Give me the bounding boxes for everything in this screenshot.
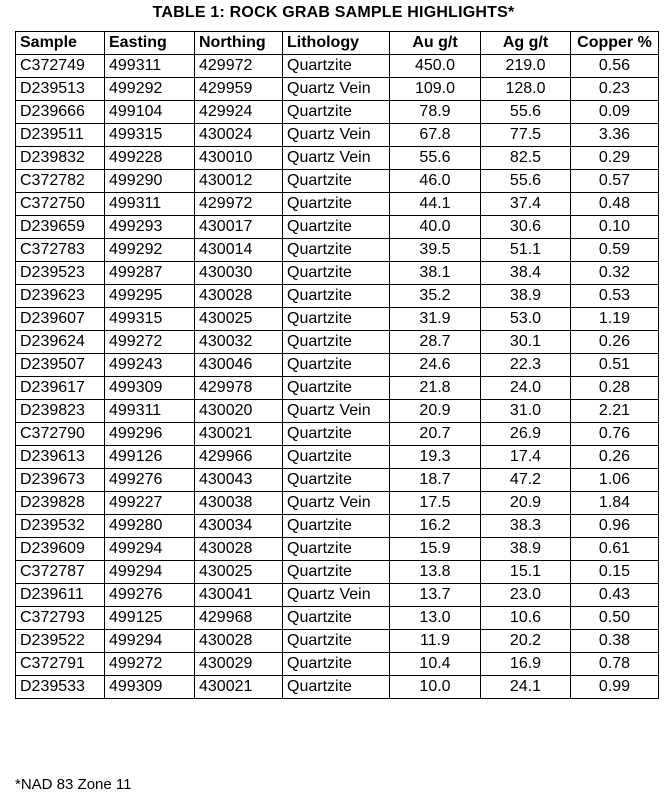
table-header-row	[16, 32, 659, 55]
cell-easting: 499104	[105, 101, 195, 124]
cell-easting: 499311	[105, 193, 195, 216]
cell-ag: 38.3	[481, 515, 571, 538]
rock-sample-table	[15, 31, 659, 699]
cell-ag: 128.0	[481, 78, 571, 101]
cell-au: 38.1	[390, 262, 481, 285]
cell-copper: 0.53	[571, 285, 659, 308]
cell-ag: 53.0	[481, 308, 571, 331]
cell-northing: 430025	[195, 308, 283, 331]
cell-northing: 430043	[195, 469, 283, 492]
cell-lithology: Quartzite	[283, 377, 390, 400]
cell-northing: 430021	[195, 423, 283, 446]
cell-copper: 0.09	[571, 101, 659, 124]
footnote: *NAD 83 Zone 11	[15, 776, 132, 793]
cell-lithology: Quartz Vein	[283, 124, 390, 147]
cell-au: 44.1	[390, 193, 481, 216]
cell-sample: C372750	[16, 193, 105, 216]
table-row	[16, 584, 659, 607]
cell-ag: 55.6	[481, 170, 571, 193]
cell-lithology: Quartzite	[283, 170, 390, 193]
cell-au: 11.9	[390, 630, 481, 653]
cell-au: 67.8	[390, 124, 481, 147]
cell-easting: 499272	[105, 653, 195, 676]
cell-ag: 31.0	[481, 400, 571, 423]
header-easting: Easting	[105, 32, 195, 55]
cell-easting: 499272	[105, 331, 195, 354]
cell-easting: 499276	[105, 469, 195, 492]
cell-sample: D239533	[16, 676, 105, 699]
table-row	[16, 607, 659, 630]
cell-lithology: Quartzite	[283, 676, 390, 699]
cell-northing: 430014	[195, 239, 283, 262]
cell-lithology: Quartz Vein	[283, 584, 390, 607]
cell-northing: 430024	[195, 124, 283, 147]
cell-copper: 0.50	[571, 607, 659, 630]
cell-lithology: Quartz Vein	[283, 492, 390, 515]
cell-northing: 430028	[195, 630, 283, 653]
cell-au: 35.2	[390, 285, 481, 308]
cell-northing: 429972	[195, 193, 283, 216]
table-row	[16, 377, 659, 400]
cell-lithology: Quartzite	[283, 193, 390, 216]
cell-lithology: Quartzite	[283, 653, 390, 676]
cell-sample: D239611	[16, 584, 105, 607]
cell-easting: 499294	[105, 630, 195, 653]
table-row	[16, 78, 659, 101]
cell-lithology: Quartzite	[283, 515, 390, 538]
cell-copper: 1.06	[571, 469, 659, 492]
table-row	[16, 147, 659, 170]
cell-sample: D239523	[16, 262, 105, 285]
cell-au: 40.0	[390, 216, 481, 239]
cell-au: 39.5	[390, 239, 481, 262]
cell-au: 10.0	[390, 676, 481, 699]
cell-ag: 26.9	[481, 423, 571, 446]
cell-copper: 0.43	[571, 584, 659, 607]
cell-ag: 219.0	[481, 55, 571, 78]
cell-lithology: Quartzite	[283, 101, 390, 124]
header-copper: Copper %	[571, 32, 659, 55]
cell-sample: C372782	[16, 170, 105, 193]
cell-lithology: Quartzite	[283, 216, 390, 239]
cell-easting: 499292	[105, 239, 195, 262]
cell-northing: 429978	[195, 377, 283, 400]
cell-au: 20.9	[390, 400, 481, 423]
cell-northing: 430032	[195, 331, 283, 354]
cell-ag: 20.2	[481, 630, 571, 653]
cell-copper: 2.21	[571, 400, 659, 423]
cell-sample: C372787	[16, 561, 105, 584]
cell-au: 10.4	[390, 653, 481, 676]
cell-sample: D239522	[16, 630, 105, 653]
cell-lithology: Quartzite	[283, 308, 390, 331]
cell-northing: 429972	[195, 55, 283, 78]
cell-easting: 499315	[105, 124, 195, 147]
table-row	[16, 538, 659, 561]
cell-au: 31.9	[390, 308, 481, 331]
cell-sample: D239507	[16, 354, 105, 377]
table-row	[16, 400, 659, 423]
table-row	[16, 239, 659, 262]
cell-northing: 430029	[195, 653, 283, 676]
cell-au: 17.5	[390, 492, 481, 515]
cell-ag: 30.6	[481, 216, 571, 239]
cell-copper: 0.26	[571, 446, 659, 469]
cell-copper: 0.32	[571, 262, 659, 285]
cell-sample: D239623	[16, 285, 105, 308]
table-row	[16, 101, 659, 124]
cell-sample: D239613	[16, 446, 105, 469]
table-row	[16, 446, 659, 469]
cell-northing: 430028	[195, 285, 283, 308]
cell-lithology: Quartzite	[283, 607, 390, 630]
cell-copper: 1.84	[571, 492, 659, 515]
cell-copper: 0.61	[571, 538, 659, 561]
cell-easting: 499280	[105, 515, 195, 538]
cell-au: 55.6	[390, 147, 481, 170]
table-row	[16, 55, 659, 78]
table-row	[16, 630, 659, 653]
cell-au: 450.0	[390, 55, 481, 78]
cell-easting: 499311	[105, 400, 195, 423]
cell-easting: 499294	[105, 538, 195, 561]
cell-easting: 499292	[105, 78, 195, 101]
table-row	[16, 262, 659, 285]
cell-ag: 51.1	[481, 239, 571, 262]
cell-copper: 0.23	[571, 78, 659, 101]
table-row	[16, 124, 659, 147]
cell-copper: 0.26	[571, 331, 659, 354]
cell-lithology: Quartzite	[283, 354, 390, 377]
table-row	[16, 423, 659, 446]
cell-sample: D239617	[16, 377, 105, 400]
cell-lithology: Quartzite	[283, 446, 390, 469]
cell-au: 18.7	[390, 469, 481, 492]
header-northing: Northing	[195, 32, 283, 55]
cell-ag: 15.1	[481, 561, 571, 584]
cell-sample: D239828	[16, 492, 105, 515]
cell-northing: 430025	[195, 561, 283, 584]
table-row	[16, 492, 659, 515]
cell-lithology: Quartz Vein	[283, 78, 390, 101]
cell-au: 78.9	[390, 101, 481, 124]
cell-sample: D239823	[16, 400, 105, 423]
header-sample: Sample	[16, 32, 105, 55]
header-lithology: Lithology	[283, 32, 390, 55]
cell-ag: 30.1	[481, 331, 571, 354]
cell-ag: 16.9	[481, 653, 571, 676]
cell-copper: 0.10	[571, 216, 659, 239]
table-row	[16, 216, 659, 239]
cell-easting: 499294	[105, 561, 195, 584]
cell-sample: D239532	[16, 515, 105, 538]
cell-copper: 0.29	[571, 147, 659, 170]
table-row	[16, 653, 659, 676]
cell-northing: 430012	[195, 170, 283, 193]
cell-lithology: Quartzite	[283, 331, 390, 354]
cell-lithology: Quartzite	[283, 561, 390, 584]
table-row	[16, 285, 659, 308]
cell-copper: 0.15	[571, 561, 659, 584]
cell-sample: C372791	[16, 653, 105, 676]
cell-lithology: Quartzite	[283, 285, 390, 308]
cell-northing: 429959	[195, 78, 283, 101]
cell-lithology: Quartzite	[283, 55, 390, 78]
cell-ag: 82.5	[481, 147, 571, 170]
cell-easting: 499276	[105, 584, 195, 607]
cell-northing: 429924	[195, 101, 283, 124]
cell-easting: 499243	[105, 354, 195, 377]
cell-lithology: Quartzite	[283, 538, 390, 561]
cell-au: 15.9	[390, 538, 481, 561]
table-row	[16, 331, 659, 354]
cell-ag: 23.0	[481, 584, 571, 607]
cell-lithology: Quartzite	[283, 423, 390, 446]
cell-copper: 0.51	[571, 354, 659, 377]
cell-easting: 499125	[105, 607, 195, 630]
cell-ag: 10.6	[481, 607, 571, 630]
cell-copper: 0.76	[571, 423, 659, 446]
cell-lithology: Quartz Vein	[283, 400, 390, 423]
cell-lithology: Quartzite	[283, 469, 390, 492]
cell-au: 13.7	[390, 584, 481, 607]
table-row	[16, 469, 659, 492]
cell-copper: 0.59	[571, 239, 659, 262]
cell-copper: 0.28	[571, 377, 659, 400]
cell-ag: 38.4	[481, 262, 571, 285]
cell-au: 109.0	[390, 78, 481, 101]
cell-sample: D239607	[16, 308, 105, 331]
table-row	[16, 308, 659, 331]
table-row	[16, 170, 659, 193]
cell-northing: 430041	[195, 584, 283, 607]
cell-easting: 499290	[105, 170, 195, 193]
cell-sample: D239513	[16, 78, 105, 101]
cell-au: 19.3	[390, 446, 481, 469]
cell-ag: 22.3	[481, 354, 571, 377]
cell-ag: 77.5	[481, 124, 571, 147]
cell-au: 13.8	[390, 561, 481, 584]
cell-au: 13.0	[390, 607, 481, 630]
cell-au: 20.7	[390, 423, 481, 446]
cell-au: 24.6	[390, 354, 481, 377]
cell-au: 46.0	[390, 170, 481, 193]
cell-sample: D239511	[16, 124, 105, 147]
cell-sample: D239609	[16, 538, 105, 561]
cell-easting: 499126	[105, 446, 195, 469]
cell-easting: 499293	[105, 216, 195, 239]
cell-au: 21.8	[390, 377, 481, 400]
header-ag: Ag g/t	[481, 32, 571, 55]
table-body	[16, 55, 659, 699]
cell-copper: 0.48	[571, 193, 659, 216]
cell-lithology: Quartzite	[283, 262, 390, 285]
table-row	[16, 193, 659, 216]
cell-ag: 20.9	[481, 492, 571, 515]
cell-sample: D239659	[16, 216, 105, 239]
cell-copper: 1.19	[571, 308, 659, 331]
cell-ag: 17.4	[481, 446, 571, 469]
header-au: Au g/t	[390, 32, 481, 55]
cell-easting: 499287	[105, 262, 195, 285]
table-row	[16, 561, 659, 584]
cell-copper: 0.96	[571, 515, 659, 538]
table-row	[16, 354, 659, 377]
cell-northing: 430010	[195, 147, 283, 170]
cell-northing: 430034	[195, 515, 283, 538]
cell-northing: 430030	[195, 262, 283, 285]
cell-au: 16.2	[390, 515, 481, 538]
cell-ag: 37.4	[481, 193, 571, 216]
cell-easting: 499296	[105, 423, 195, 446]
cell-northing: 430021	[195, 676, 283, 699]
table-row	[16, 676, 659, 699]
cell-ag: 38.9	[481, 285, 571, 308]
cell-easting: 499309	[105, 377, 195, 400]
cell-easting: 499315	[105, 308, 195, 331]
cell-sample: C372783	[16, 239, 105, 262]
cell-sample: C372749	[16, 55, 105, 78]
cell-ag: 24.1	[481, 676, 571, 699]
cell-lithology: Quartzite	[283, 239, 390, 262]
cell-sample: C372790	[16, 423, 105, 446]
cell-easting: 499311	[105, 55, 195, 78]
cell-easting: 499295	[105, 285, 195, 308]
table-title: TABLE 1: ROCK GRAB SAMPLE HIGHLIGHTS*	[152, 4, 515, 21]
cell-ag: 47.2	[481, 469, 571, 492]
cell-lithology: Quartzite	[283, 630, 390, 653]
cell-lithology: Quartz Vein	[283, 147, 390, 170]
cell-easting: 499227	[105, 492, 195, 515]
cell-northing: 430020	[195, 400, 283, 423]
cell-copper: 0.56	[571, 55, 659, 78]
table-row	[16, 515, 659, 538]
cell-ag: 55.6	[481, 101, 571, 124]
cell-northing: 430028	[195, 538, 283, 561]
cell-sample: D239832	[16, 147, 105, 170]
cell-northing: 429968	[195, 607, 283, 630]
cell-northing: 429966	[195, 446, 283, 469]
cell-sample: D239673	[16, 469, 105, 492]
cell-northing: 430017	[195, 216, 283, 239]
cell-sample: C372793	[16, 607, 105, 630]
cell-northing: 430046	[195, 354, 283, 377]
cell-au: 28.7	[390, 331, 481, 354]
cell-ag: 38.9	[481, 538, 571, 561]
cell-easting: 499309	[105, 676, 195, 699]
cell-copper: 3.36	[571, 124, 659, 147]
cell-easting: 499228	[105, 147, 195, 170]
cell-ag: 24.0	[481, 377, 571, 400]
cell-copper: 0.99	[571, 676, 659, 699]
cell-copper: 0.38	[571, 630, 659, 653]
cell-copper: 0.57	[571, 170, 659, 193]
cell-northing: 430038	[195, 492, 283, 515]
cell-copper: 0.78	[571, 653, 659, 676]
cell-sample: D239624	[16, 331, 105, 354]
cell-sample: D239666	[16, 101, 105, 124]
